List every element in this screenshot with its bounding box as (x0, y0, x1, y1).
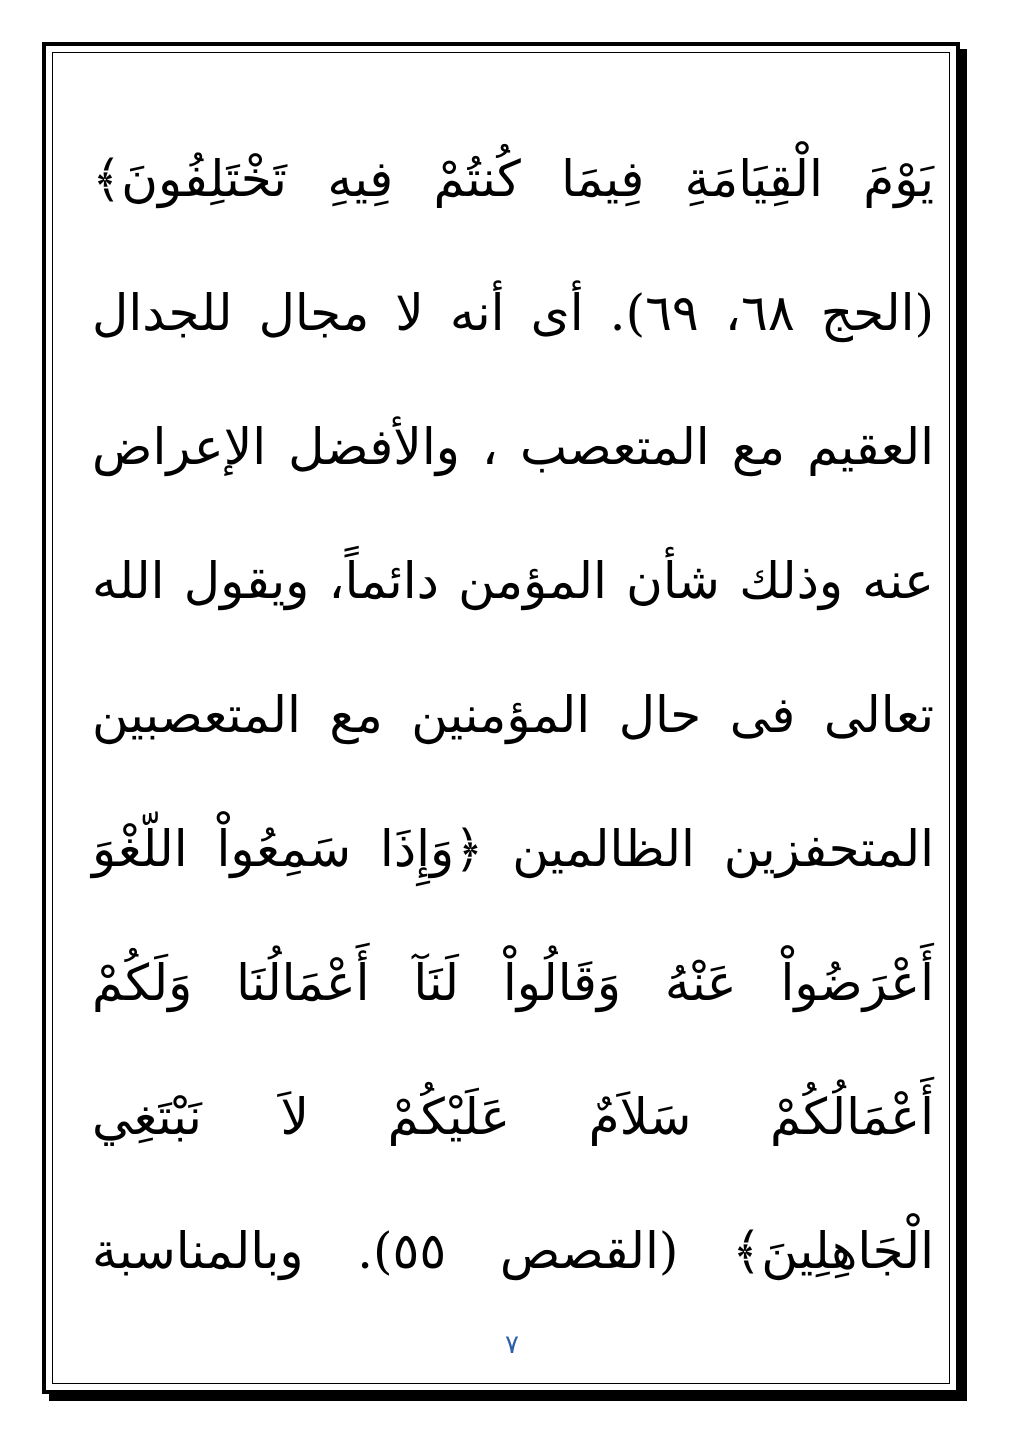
text-line-3: العقيم مع المتعصب ، والأفضل الإعراض (92, 418, 934, 476)
text-line-2: (الحج ٦٨، ٦٩). أى أنه لا مجال للجدال (92, 284, 934, 342)
text-line-6: المتحفزين الظالمين ﴿وَإِذَا سَمِعُواْ اللّغْوَ (92, 820, 934, 878)
body-text (92, 112, 934, 1318)
text-line-8: أَعْمَالُكُمْ سَلاَمٌ عَلَيْكُمْ لاَ نَبْتَغِي (92, 1088, 934, 1146)
text-line-7: أَعْرَضُواْ عَنْهُ وَقَالُواْ لَنَآ أَعْمَالُنَا وَلَكُمْ (92, 954, 934, 1012)
page-number: ٧ (505, 1330, 519, 1360)
text-line-4: عنه وذلك شأن المؤمن دائماً، ويقول الله (92, 552, 934, 610)
text-line-9: الْجَاهِلِينَ﴾ (القصص ٥٥). وبالمناسبة (92, 1222, 934, 1280)
text-line-1: يَوْمَ الْقِيَامَةِ فِيمَا كُنتُمْ فِيهِ تَخْتَلِفُونَ﴾ (92, 150, 934, 208)
text-line-5: تعالى فى حال المؤمنين مع المتعصبين (92, 686, 934, 744)
